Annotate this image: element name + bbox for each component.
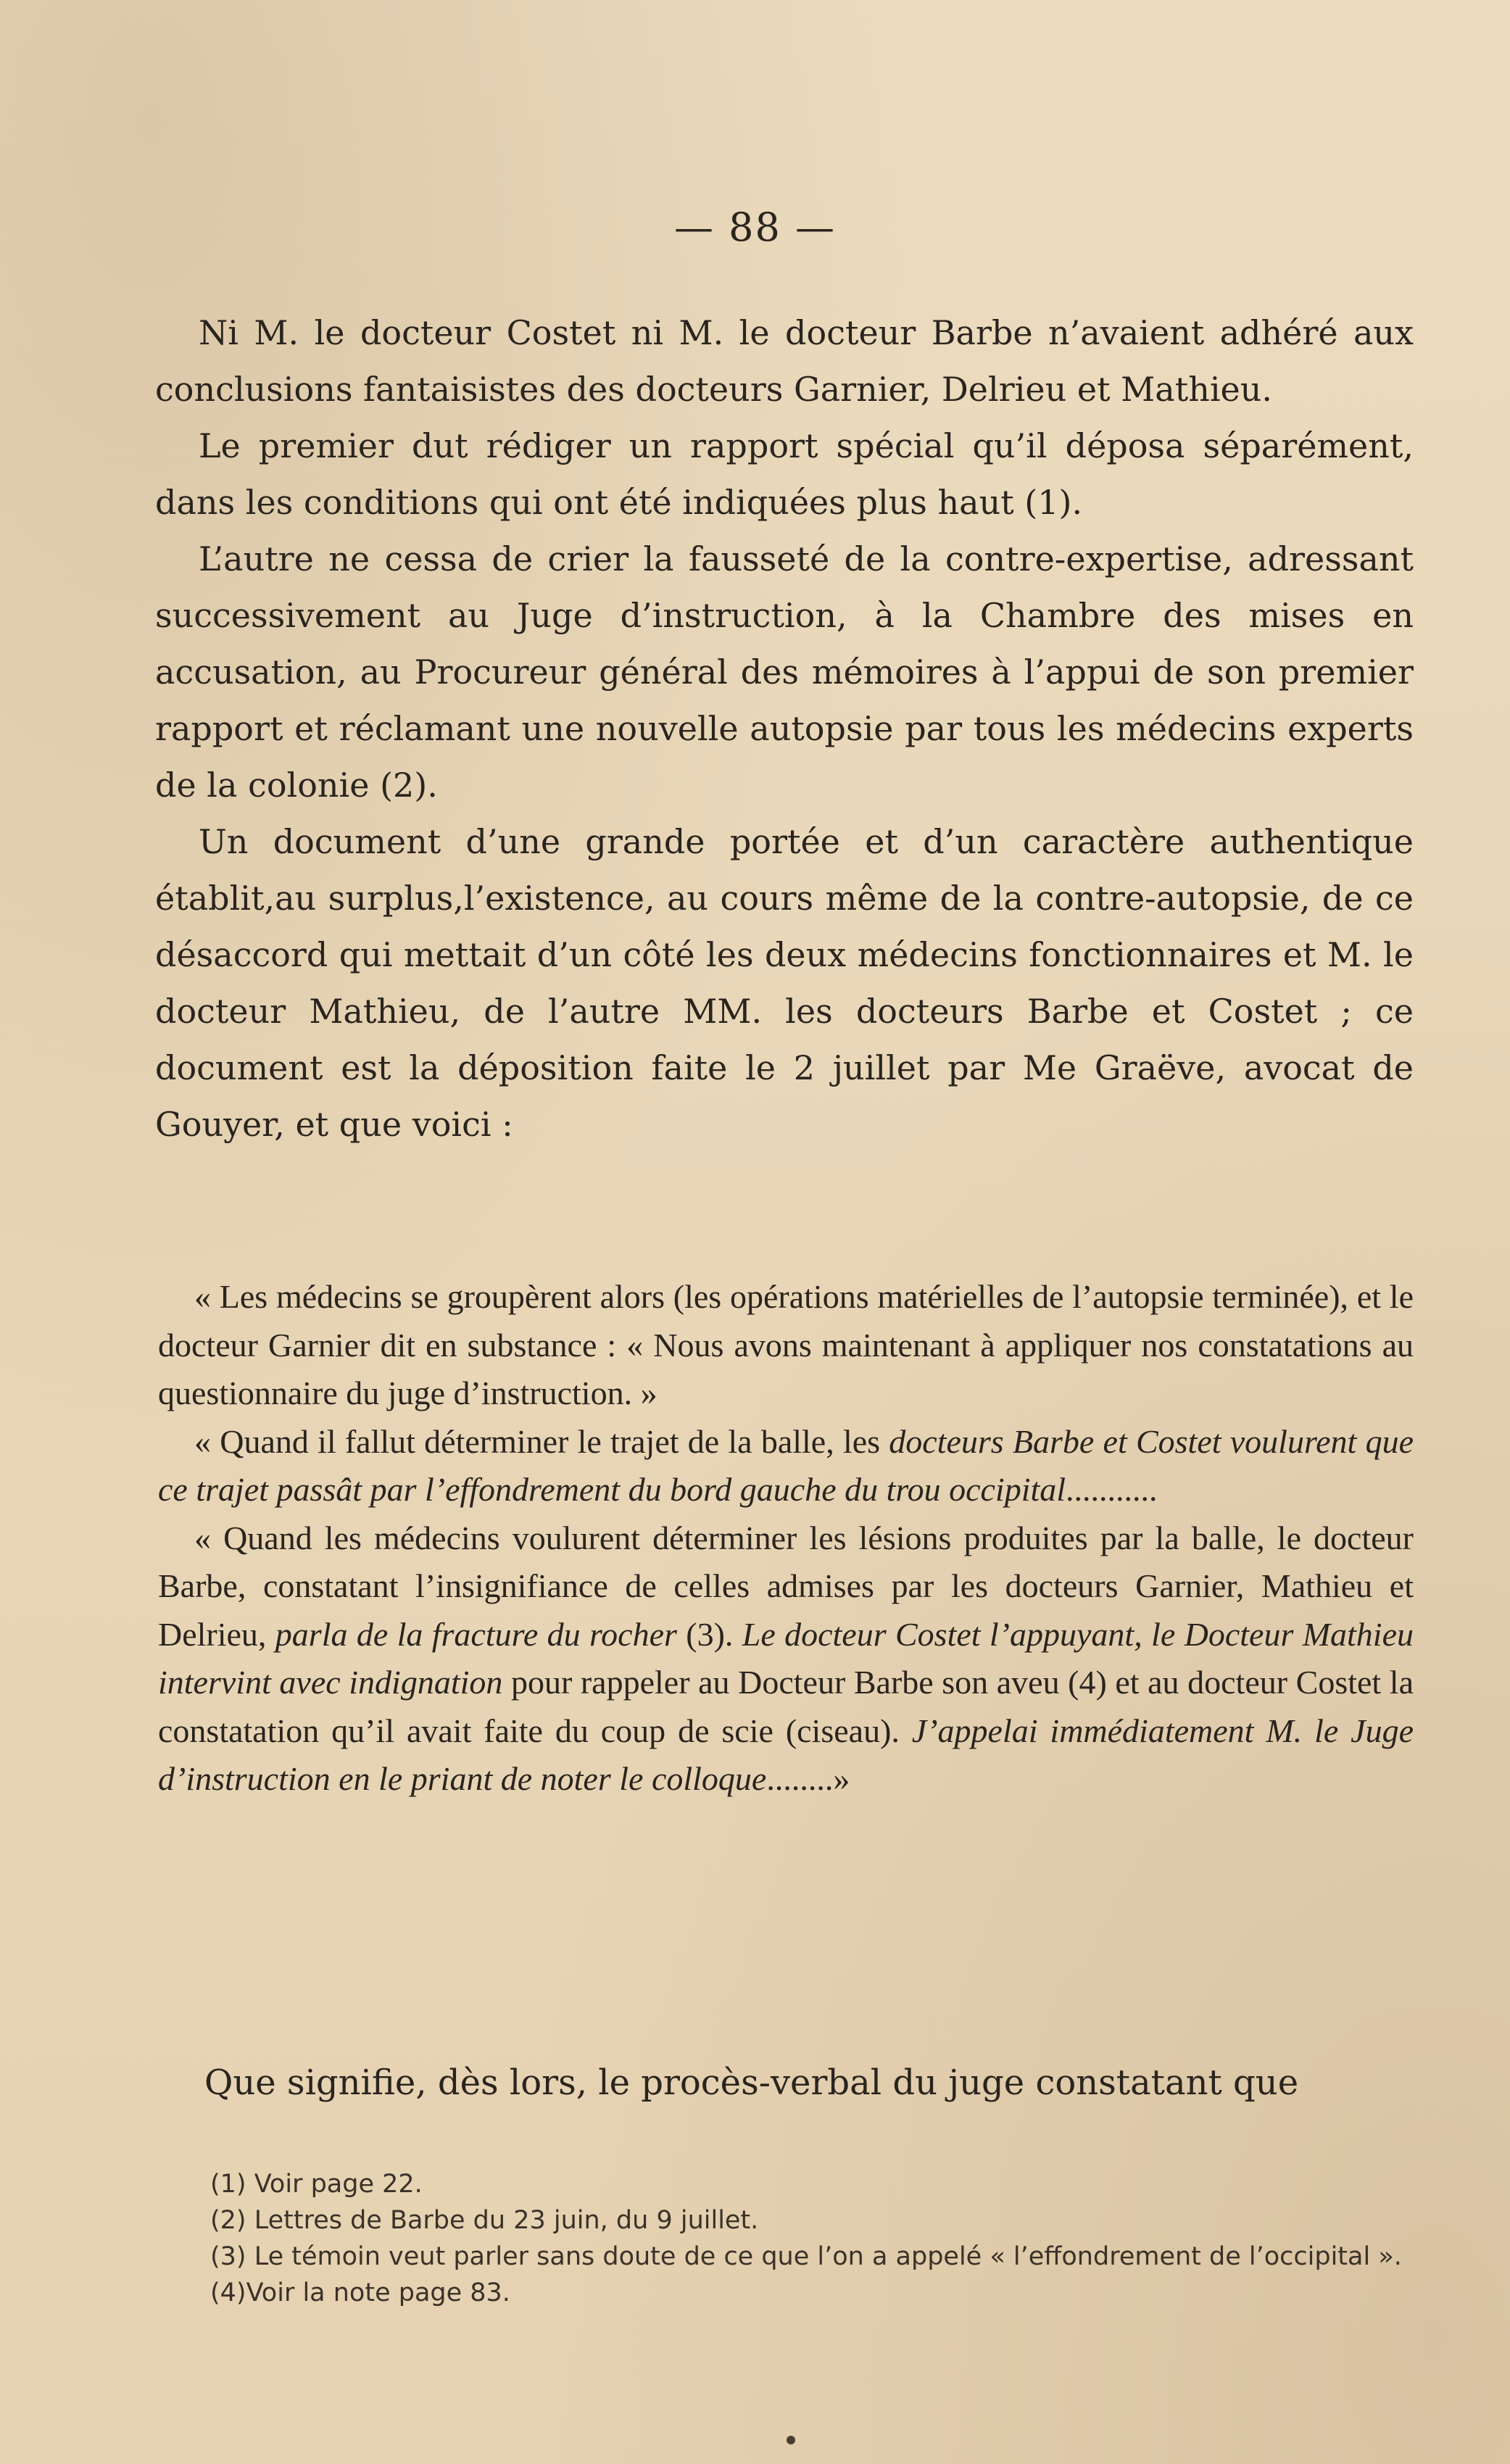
quote-text: pour rappeler au Docteur Barbe son aveu (4) et au docteur Costet la constatation qu’il avait faite du coup de scie (ciseau).: [158, 1664, 1414, 1749]
quote-ellipsis: ...........: [1066, 1471, 1158, 1508]
footnote: (4)Voir la note page 83.: [210, 2278, 510, 2307]
footnote: (1) Voir page 22.: [210, 2170, 423, 2199]
quote-text: « Quand il fallut déterminer le trajet de la balle, les: [194, 1422, 889, 1460]
main-text: [155, 304, 1414, 1153]
quote-emphasis: Le docteur Costet l’appuyant, le Docteur Mathieu intervint avec indignation: [158, 1615, 1414, 1701]
quote-text: (3).: [676, 1615, 742, 1653]
paragraph: Le premier dut rédiger un rapport spécial qu’il déposa séparément, dans les conditions qui ont été indiquées plus haut (1).: [155, 426, 1414, 522]
paragraph: Ni M. le docteur Costet ni M. le docteur Barbe n’avaient adhéré aux conclusions fantaisistes des docteurs Garnier, Delrieu et Mathieu.: [155, 313, 1414, 409]
quote-paragraph: « Les médecins se groupèrent alors (les opérations matérielles de l’autopsie terminée), et le docteur Garnier dit en substance : « Nous avons maintenant à appliquer nos constatations au questionnaire du juge d’instruction. »: [158, 1278, 1414, 1411]
paragraph: Un document d’une grande portée et d’un caractère authentique établit,au surplus,l’existence, au cours même de la contre-autopsie, de ce désaccord qui mettait d’un côté les deux médecins fonctionnaires et M. le docteur Mathieu, de l’autre MM. les docteurs Barbe et Costet ; ce document est la déposition faite le 2 juillet par Me Graëve, avocat de Gouyer, et que voici :: [155, 822, 1414, 1144]
quote-emphasis: docteurs Barbe et Costet voulurent que ce trajet passât par l’effondrement du bord gauche du trou occipital: [158, 1422, 1414, 1508]
quote-paragraph: [158, 1514, 1414, 1804]
paragraph: L’autre ne cessa de crier la fausseté de la contre-expertise, adressant successivement au Juge d’instruction, à la Chambre des mises en accusation, au Procureur général des mémoires à l’appui de son premier rapport et réclamant une nouvelle autopsie par tous les médecins experts de la colonie (2).: [155, 539, 1414, 805]
footnote: (3) Le témoin veut parler sans doute de ce que l’on a appelé « l’effondrement de l’occipital ».: [210, 2242, 1402, 2271]
quote-emphasis: J’appelai immédiatement M. le Juge d’instruction en le priant de noter le colloque: [158, 1712, 1414, 1797]
closing-line: Que signifie, dès lors, le procès-verbal du juge constatant que: [204, 2062, 1299, 2103]
quoted-deposition: [158, 1273, 1414, 1804]
ink-speck: [787, 2436, 795, 2444]
footnotes: [158, 2166, 1414, 2311]
quote-emphasis: parla de la fracture du rocher: [275, 1615, 677, 1653]
quote-ellipsis: ........»: [766, 1760, 850, 1797]
quote-paragraph: [158, 1418, 1414, 1514]
quote-text: « Quand les médecins voulurent déterminer les lésions produites par la balle, le docteur Barbe, constatant l’insignifiance de celles admises par les docteurs Garnier, Mathieu et Delrieu,: [158, 1519, 1414, 1653]
page-number: — 88 —: [673, 204, 837, 250]
footnote: (2) Lettres de Barbe du 23 juin, du 9 juillet.: [210, 2206, 759, 2235]
